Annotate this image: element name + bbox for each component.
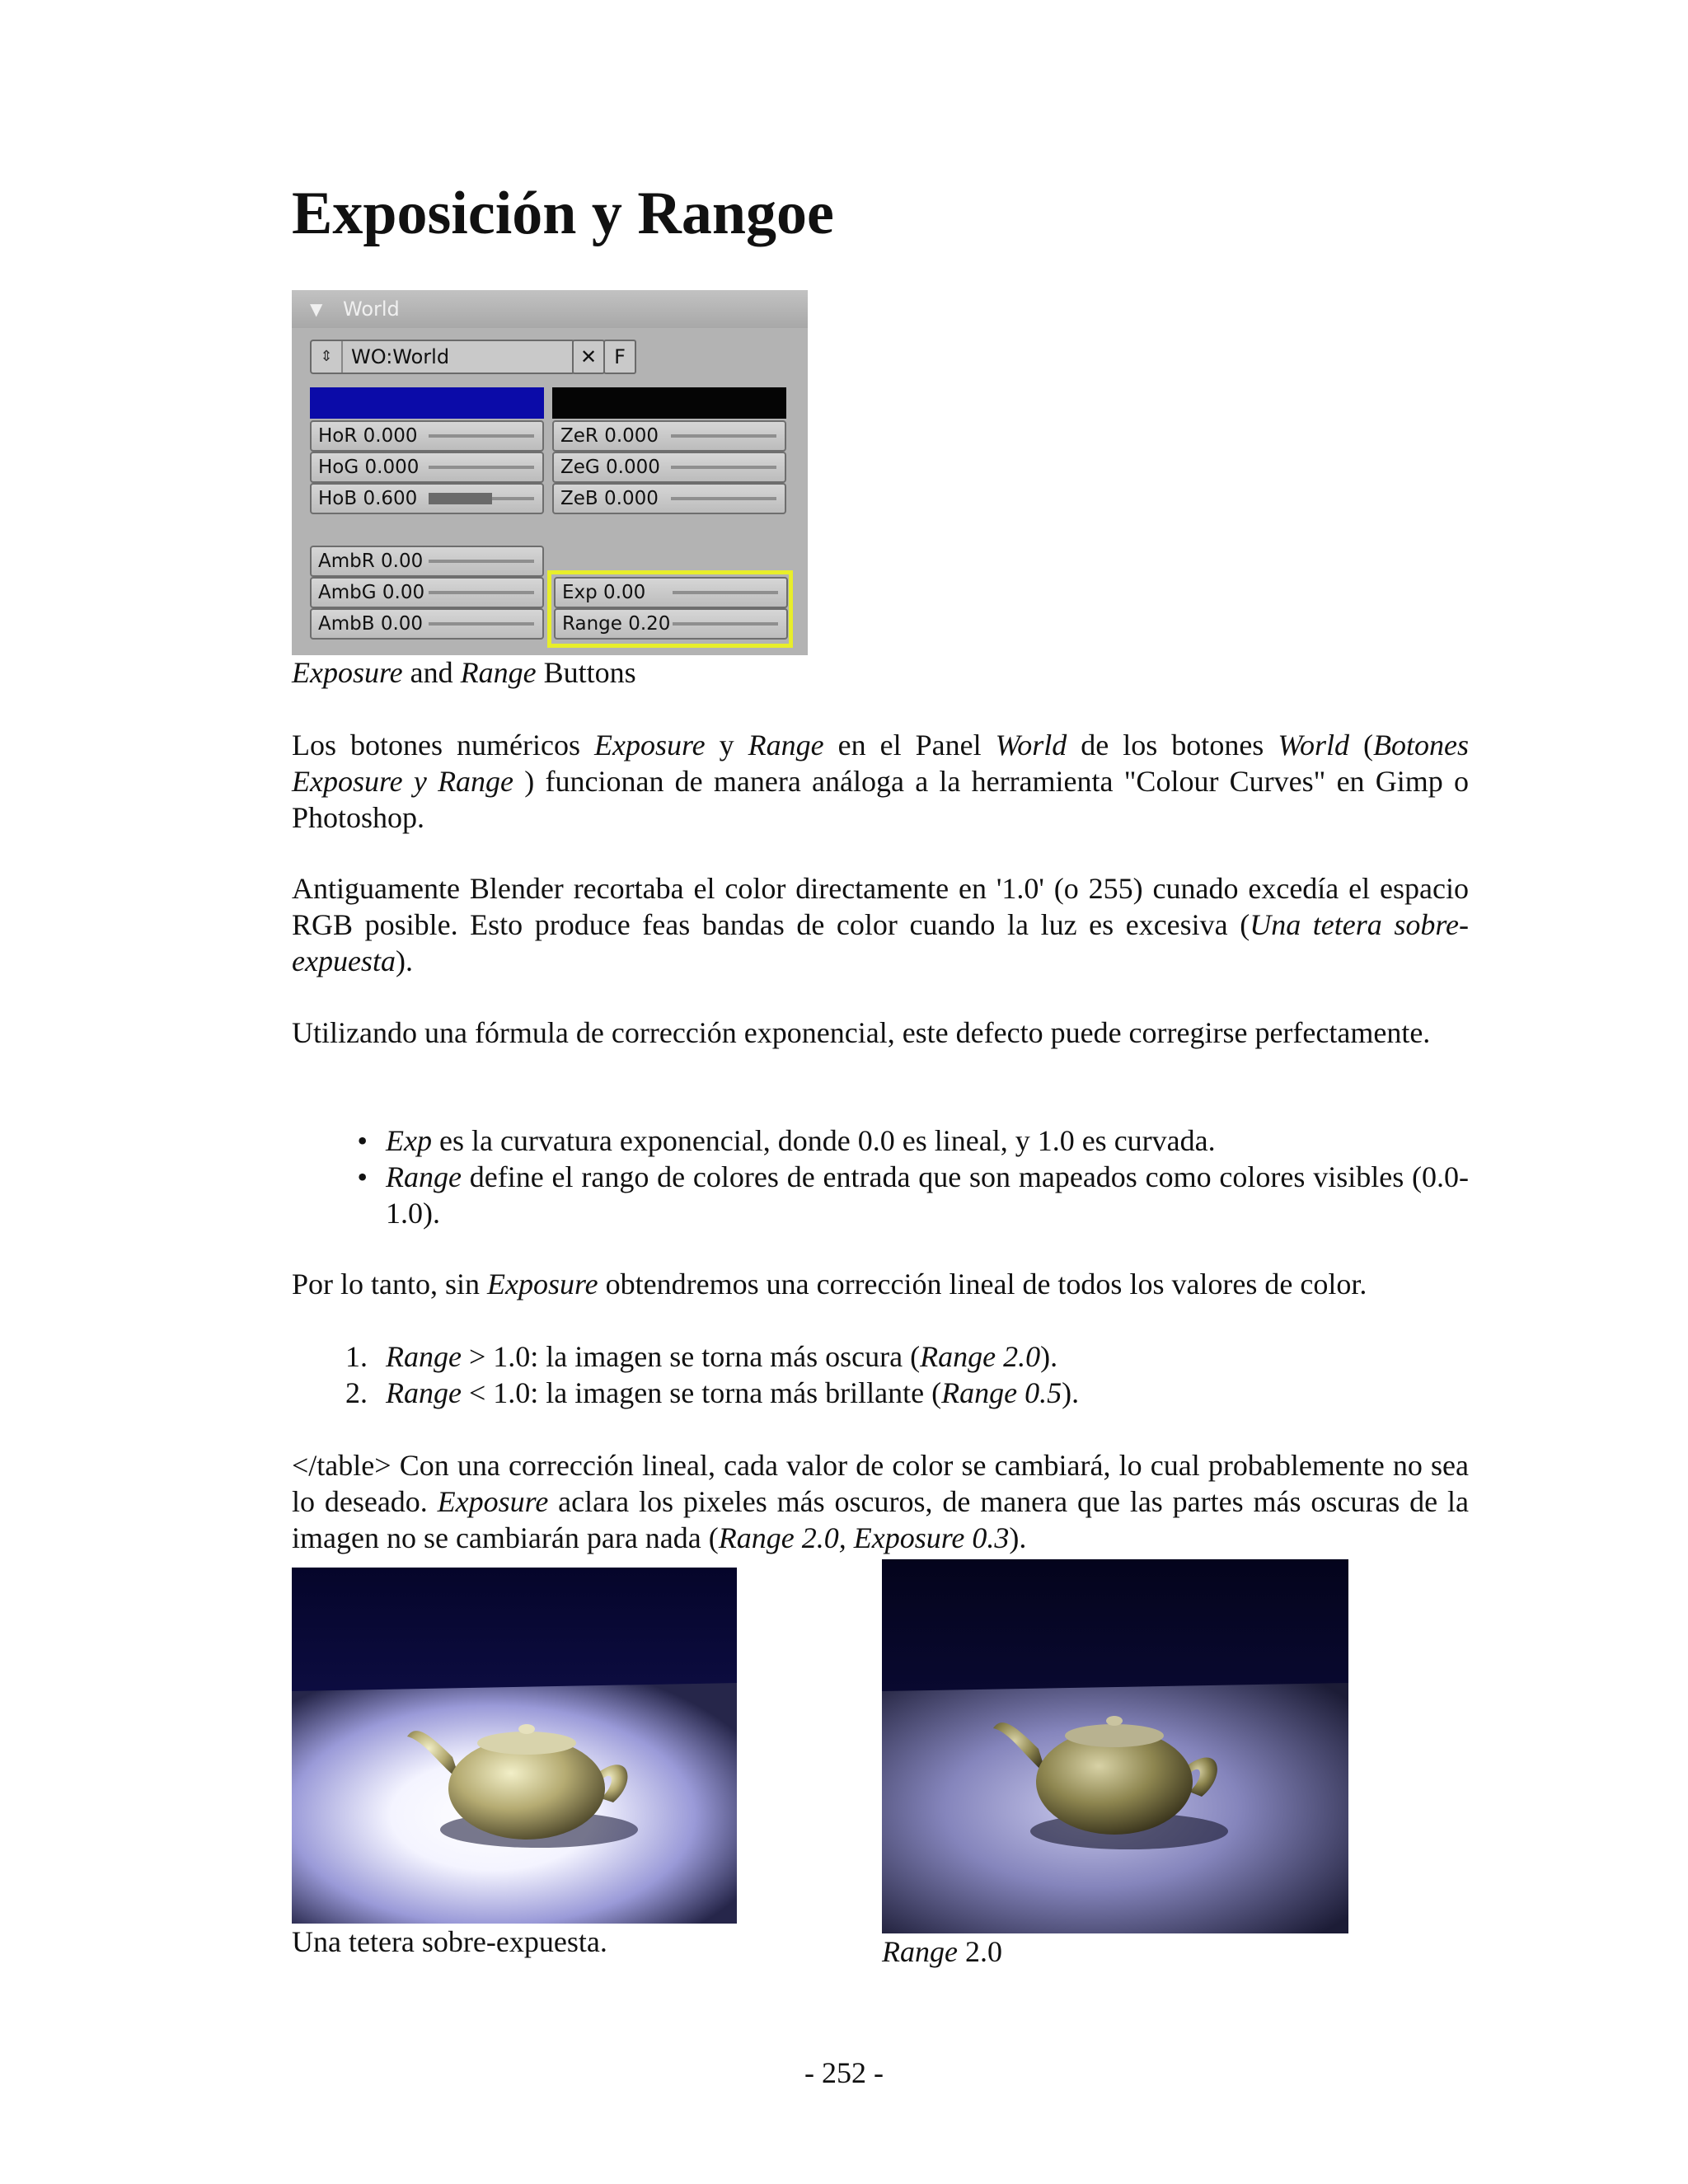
slider-track bbox=[429, 591, 534, 594]
slider-track bbox=[671, 497, 776, 500]
list-number: 2. bbox=[345, 1376, 368, 1409]
slider-fill bbox=[429, 493, 492, 504]
caption-buttons: Buttons bbox=[536, 656, 636, 689]
fake-user-f-button: F bbox=[603, 340, 636, 374]
zeb-slider bbox=[552, 483, 786, 514]
zeg-slider bbox=[552, 452, 786, 483]
page-number: - 252 - bbox=[804, 2056, 884, 2089]
paragraph-1: Los botones numéricos Exposure y Range en el Panel World de los botones World (Botones Exposure y Range ) funcionan de manera análoga a la herramienta "Colour Curves" en Gimp o Photoshop. bbox=[292, 729, 1470, 834]
render2-caption bbox=[882, 1933, 1002, 1970]
hob-label: HoB 0.600 bbox=[318, 488, 418, 509]
zer-label: ZeR 0.000 bbox=[560, 425, 659, 447]
list-number: 1. bbox=[345, 1340, 368, 1373]
horizon-color-swatch bbox=[310, 387, 544, 419]
zer-slider bbox=[552, 420, 786, 452]
paragraph-2: Antiguamente Blender recortaba el color directamente en '1.0' (o 255) cunado excedía el espacio RGB posible. Esto produce feas bandas de color cuando la luz es excesiva (Una tetera sobre-expuesta). bbox=[292, 872, 1470, 977]
slider-track bbox=[671, 466, 776, 469]
numbered-item-2: 2. Range < 1.0: la imagen se torna más brillante (Range 0.5). bbox=[386, 1375, 1469, 1411]
hog-label: HoG 0.000 bbox=[318, 457, 420, 478]
bullet-marker: • bbox=[357, 1124, 368, 1157]
page-title: Exposición y Rangoe bbox=[292, 180, 834, 247]
zeg-label: ZeG 0.000 bbox=[560, 457, 660, 478]
hor-label: HoR 0.000 bbox=[318, 425, 418, 447]
exposure-range-highlight bbox=[547, 570, 793, 648]
slider-track bbox=[429, 466, 534, 469]
bullet-item-exp: • Exp es la curvatura exponencial, donde 0.0 es lineal, y 1.0 es curvada. bbox=[386, 1122, 1469, 1159]
hor-slider bbox=[310, 420, 544, 452]
world-name: WO:World bbox=[351, 345, 450, 368]
slider-track bbox=[429, 622, 534, 626]
slider-track bbox=[429, 560, 534, 563]
collapse-triangle-icon: ▼ bbox=[310, 299, 323, 319]
bullet-item-range: • Range define el rango de colores de entrada que son mapeados como colores visibles (0.0-1.0). bbox=[386, 1159, 1469, 1231]
world-datablock-field bbox=[310, 340, 575, 374]
bullet-marker: • bbox=[357, 1160, 368, 1193]
ambb-label: AmbB 0.00 bbox=[318, 613, 424, 635]
paragraph-3: Utilizando una fórmula de corrección exponencial, este defecto puede corregirse perfectamente. bbox=[292, 1016, 1431, 1049]
panel-title: World bbox=[343, 298, 400, 321]
exp-label: Exp 0.00 bbox=[562, 582, 646, 603]
ambg-slider bbox=[310, 577, 544, 608]
panel-header bbox=[292, 290, 808, 328]
render2-caption-italic: Range bbox=[882, 1935, 958, 1968]
teapot-overexposed-image bbox=[292, 1568, 737, 1924]
render2-caption-value: 2.0 bbox=[957, 1935, 1002, 1968]
caption-italic-exposure: Exposure bbox=[292, 656, 403, 689]
world-panel-screenshot bbox=[292, 290, 808, 655]
paragraph-5: </table> Con una corrección lineal, cada valor de color se cambiará, lo cual probablemente no sea lo deseado. Exposure aclara los pixeles más oscuros, de manera que las partes más oscuras de la imagen no se cambiarán para nada (Range 2.0, Exposure 0.3). bbox=[292, 1449, 1469, 1554]
numbered-item-1: 1. Range > 1.0: la imagen se torna más oscura (Range 2.0). bbox=[386, 1338, 1469, 1375]
ambg-label: AmbG 0.00 bbox=[318, 582, 425, 603]
ambr-slider bbox=[310, 546, 544, 577]
caption-italic-range: Range bbox=[460, 656, 537, 689]
unlink-x-button: ✕ bbox=[572, 340, 605, 374]
slider-track bbox=[429, 434, 534, 438]
zenith-color-swatch bbox=[552, 387, 786, 419]
render1-caption: Una tetera sobre-expuesta. bbox=[292, 1925, 607, 1958]
ambb-slider bbox=[310, 608, 544, 640]
paragraph-4: Por lo tanto, sin Exposure obtendremos una corrección lineal de todos los valores de color. bbox=[292, 1268, 1367, 1301]
figure-caption bbox=[292, 654, 636, 691]
range-label: Range 0.20 bbox=[562, 613, 671, 635]
ambr-label: AmbR 0.00 bbox=[318, 551, 424, 572]
hog-slider bbox=[310, 452, 544, 483]
hob-slider bbox=[310, 483, 544, 514]
zeb-label: ZeB 0.000 bbox=[560, 488, 659, 509]
slider-track bbox=[671, 434, 776, 438]
browse-arrows-icon: ⇕ bbox=[312, 341, 343, 373]
caption-and: and bbox=[402, 656, 461, 689]
teapot-range-2-image bbox=[882, 1559, 1348, 1933]
